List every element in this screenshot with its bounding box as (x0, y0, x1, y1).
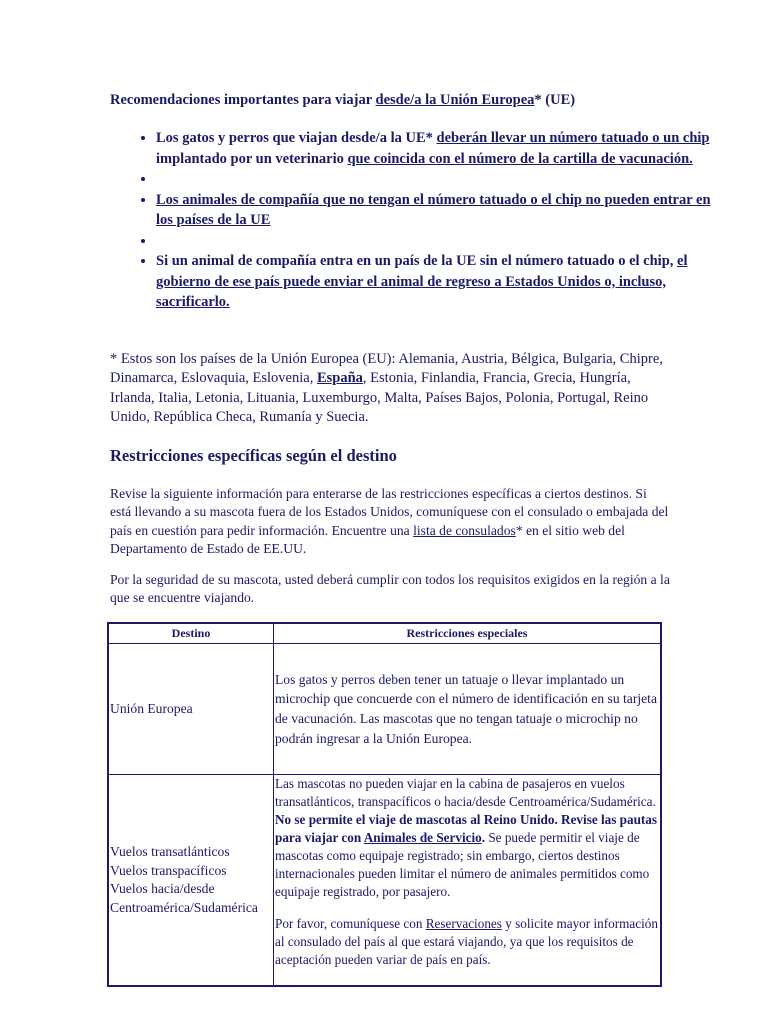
restrictions-table (107, 622, 662, 987)
list-item: • Si un animal de compañía entra en un país de la UE sin el número tatuado o el chip, el gobierno de ese país puede enviar el animal de regreso a Estados Unidos o, incluso, sacrificarlo. (156, 251, 716, 313)
title-text: Recomendaciones importantes para viajar (110, 92, 376, 108)
reservations-text: Por favor, comuníquese con Reservaciones y solicite mayor información al consulado del país al que estará viajando, ya que los requisitos de aceptación pueden variar de país en país. (275, 916, 658, 967)
table-row (108, 644, 661, 775)
table-header-row (108, 623, 661, 644)
return-animal-link[interactable]: el gobierno de ese país puede enviar el animal de regreso a Estados Unidos o, incluso, sacrificarlo. (156, 253, 688, 310)
list-item (156, 231, 716, 252)
flights-restriction-text: Las mascotas no pueden viajar en la cabina de pasajeros en vuelos transatlánticos, transpacíficos o hacia/desde Centroamérica/Sudamérica. No se permite el viaje de mascotas al Reino Unido. Revise las pautas para viajar con Animales de Servicio. Se puede permitir el viaje de mascotas como equipaje registrado; sin embargo, ciertos destinos internacionales pueden limitar el número de animales permitidos como equipaje registrado, por pasajero. (275, 776, 658, 899)
no-entry-link[interactable]: Los animales de compañía que no tengan el número tatuado o el chip no pueden entrar en los países de la UE (156, 191, 711, 228)
list-item: • Los gatos y perros que viajan desde/a la UE* deberán llevar un número tatuado o un chip implantado por un veterinario que coincida con el número de la cartilla de vacunación. (156, 128, 716, 169)
destination-cell: Unión Europea (108, 644, 274, 775)
title-suffix: * (UE) (534, 92, 576, 108)
header-destino: Destino (108, 623, 274, 644)
header-restricciones: Restricciones especiales (274, 623, 662, 644)
table-row (108, 775, 661, 987)
restriction-cell: Los gatos y perros deben tener un tatuaje o llevar implantado un microchip que concuerde con el número de identificación en su tarjeta de vacunación. Las mascotas que no tengan tatuaje o microchip no podrán ingresar a la Unión Europea. (274, 644, 662, 775)
safety-paragraph: Por la seguridad de su mascota, usted deberá cumplir con todos los requisitos exigidos en la región a la que se encuentre viajando. (110, 572, 670, 606)
consulates-list-link[interactable]: lista de consulados (413, 522, 516, 538)
list-item (156, 169, 716, 190)
destination-cell: Vuelos transatlánticos Vuelos transpacíficos Vuelos hacia/desde Centroamérica/Sudamérica (108, 775, 274, 987)
eu-countries-note: * Estos son los países de la Unión Europea (EU): Alemania, Austria, Bélgica, Bulgaria, Chipre, Dinamarca, Eslovaquia, Eslovenia, España, Estonia, Finlandia, Francia, Grecia, Hungría, Irlanda, Italia, Letonia, Lituania, Luxemburgo, Malta, Países Bajos, Polonia, Portugal, Reino Unido, República Checa, Rumanía y Suecia. (110, 351, 663, 425)
eu-travel-link[interactable]: desde/a la Unión Europea (375, 92, 535, 108)
page-title (110, 92, 575, 109)
list-item (156, 190, 716, 231)
restriction-cell (274, 775, 662, 987)
vaccination-card-link[interactable]: que coincida con el número de la cartilla de vacunación. (347, 150, 693, 167)
section-title: Restricciones específicas según el destino (110, 446, 397, 465)
destination-info-paragraph: Revise la siguiente información para enterarse de las restricciones específicas a ciertos destinos. Si está llevando a su mascota fuera de los Estados Unidos, comuníquese con el consulado o embajada del país en cuestión para pedir información. Encuentre una lista de consulados* en el sitio web del Departamento de Estado de EE.UU. (110, 486, 669, 557)
reservations-link[interactable]: Reservaciones (425, 916, 502, 931)
spain-link[interactable]: España (316, 370, 363, 387)
service-animals-link[interactable]: Animales de Servicio (363, 830, 482, 845)
recommendations-list (110, 128, 716, 313)
tattoo-chip-link[interactable]: deberán llevar un número tatuado o un chip (436, 130, 710, 146)
